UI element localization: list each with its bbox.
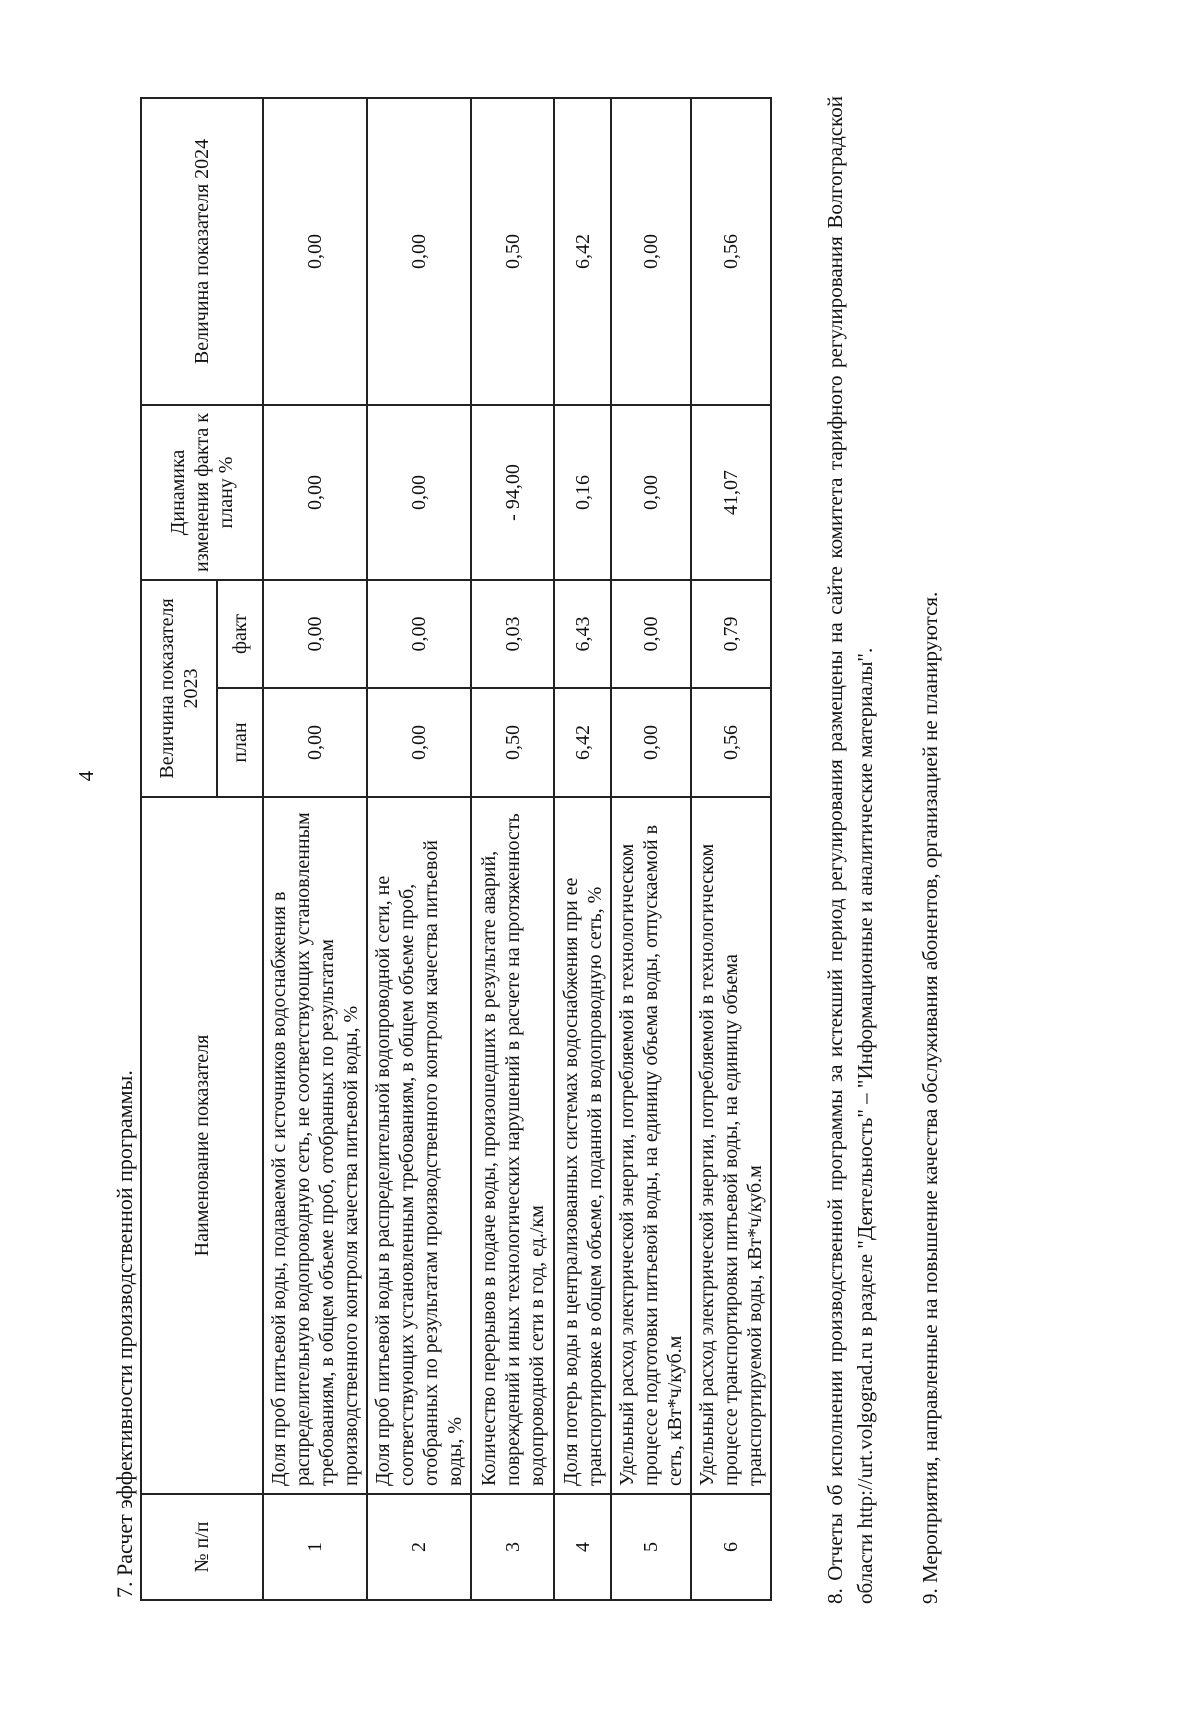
dynamics-value: 0,00 [611,405,691,580]
header-indicator-name: Наименование показателя [141,797,263,1494]
plan-value: 6,42 [554,688,611,797]
value-2024: 0,56 [691,98,771,405]
plan-value: 0,50 [471,688,554,797]
header-value-2023: Величина показателя 2023 [141,580,217,797]
table-row [611,98,691,1600]
dynamics-value: 0,00 [263,405,367,580]
value-2024: 6,42 [554,98,611,405]
dynamics-value: 41,07 [691,405,771,580]
dynamics-value: 0,00 [367,405,471,580]
table-row [367,98,471,1600]
fact-value: 0,03 [471,580,554,688]
plan-value: 0,00 [611,688,691,797]
dynamics-value: 0,16 [554,405,611,580]
plan-value: 0,56 [691,688,771,797]
value-2024: 0,00 [263,98,367,405]
indicator-name: Доля проб питьевой воды, подаваемой с источников водоснабжения в распределительную водопроводную сеть, не соответствующих установленным требованиям, в общем объеме проб, отобранных по результатам производственного контроля качества питьевой воды, % [263,797,367,1494]
value-2024: 0,50 [471,98,554,405]
indicator-name: Удельный расход электрической энергии, потребляемой в технологическом процессе транспортировки питьевой воды, на единицу объема транспортируемой воды, кВт*ч/куб.м [691,797,771,1494]
header-plan: план [217,688,263,797]
header-number: № п/п [141,1494,263,1600]
row-number: 2 [367,1494,471,1600]
fact-value: 0,00 [367,580,471,688]
table-row [554,98,611,1600]
section-8-paragraph: 8. Отчеты об исполнении производственной программы за истекший период регулирования размещены на сайте комитета тарифного регулирования Волгоградской области http://urt.volgograd.ru в разделе "Деятельность" – "Информационные и аналитические материалы". [823,96,878,1604]
table-row [471,98,554,1600]
page-number: 4 [74,770,98,782]
row-number: 4 [554,1494,611,1600]
plan-value: 0,00 [263,688,367,797]
row-number: 6 [691,1494,771,1600]
fact-value: 6,43 [554,580,611,688]
indicator-name: Доля потерь воды в централизованных системах водоснабжения при ее транспортировке в общем объеме, поданной в водопроводную сеть, % [554,797,611,1494]
row-number: 3 [471,1494,554,1600]
plan-value: 0,00 [367,688,471,797]
indicator-name: Количество перерывов в подаче воды, произошедших в результате аварий, повреждений и иных технологических нарушений в расчете на протяженность водопроводной сети в год, ед./км [471,797,554,1494]
row-number: 1 [263,1494,367,1600]
dynamics-value: - 94,00 [471,405,554,580]
indicator-name: Удельный расход электрической энергии, потребляемой в технологическом процессе подготовки питьевой воды, на единицу объема воды, отпускаемой в сеть, кВт*ч/куб.м [611,797,691,1494]
header-fact: факт [217,580,263,688]
row-number: 5 [611,1494,691,1600]
table-row [263,98,367,1600]
table-row [691,98,771,1600]
section-7-title: 7. Расчет эффективности производственной программы. [112,1070,137,1598]
header-dynamics: Динамика изменения факта к плану % [141,405,263,580]
indicator-name: Доля проб питьевой воды в распределительной водопроводной сети, не соответствующих установленным требованиям, в общем объеме проб, отобранных по результатам производственного контроля качества питьевой воды, % [367,797,471,1494]
header-value-2024: Величина показателя 2024 [141,98,263,405]
fact-value: 0,00 [611,580,691,688]
value-2024: 0,00 [611,98,691,405]
value-2024: 0,00 [367,98,471,405]
fact-value: 0,79 [691,580,771,688]
fact-value: 0,00 [263,580,367,688]
efficiency-table [140,97,772,1601]
section-9-paragraph: 9. Мероприятия, направленные на повышение качества обслуживания абонентов, организацией не планируются. [918,591,942,1604]
